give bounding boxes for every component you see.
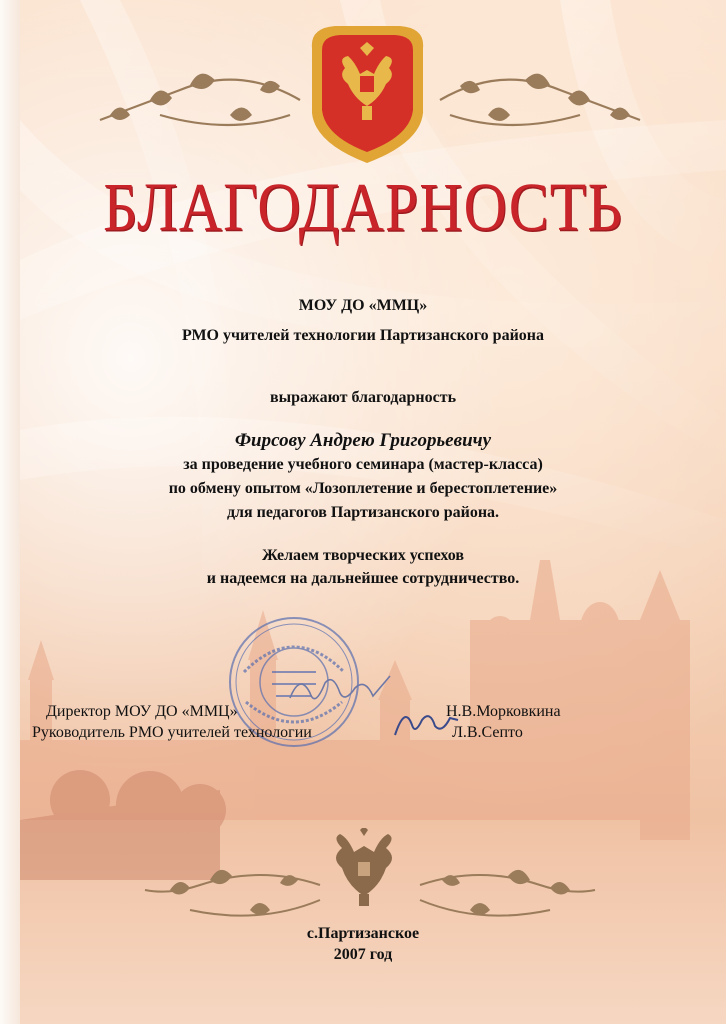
reason-line-3: для педагогов Партизанского района. — [226, 504, 500, 521]
signature-position-2: Руководитель РМО учителей технологии — [32, 724, 312, 741]
place-text: с.Партизанское — [306, 925, 420, 942]
wishes-line-2: и надеемся на дальнейшее сотрудничество. — [206, 570, 520, 587]
year-text: 2007 год — [333, 946, 393, 963]
recipient-name: Фирсову Андрею Григорьевичу — [234, 430, 492, 451]
director-signature — [285, 668, 395, 713]
signature-position-1: Директор МОУ ДО «ММЦ» — [46, 703, 238, 720]
signature-name-2: Л.В.Септо — [452, 724, 523, 741]
issuer-line-1: МОУ ДО «ММЦ» — [298, 297, 428, 314]
double-headed-eagle-icon — [328, 828, 400, 908]
signature-name-1: Н.В.Морковкина — [446, 703, 561, 720]
reason-line-2: по обмену опытом «Лозоплетение и берестоплетение» — [168, 480, 558, 497]
reason-line-1: за проведение учебного семинара (мастер-класса) — [183, 456, 543, 473]
certificate-title: БЛАГОДАРНОСТЬ — [103, 169, 623, 246]
issuer-line-2: РМО учителей технологии Партизанского района — [181, 327, 544, 344]
expression-text: выражают благодарность — [269, 389, 457, 406]
wishes-line-1: Желаем творческих успехов — [261, 547, 465, 564]
russian-coat-of-arms-icon — [300, 18, 435, 168]
